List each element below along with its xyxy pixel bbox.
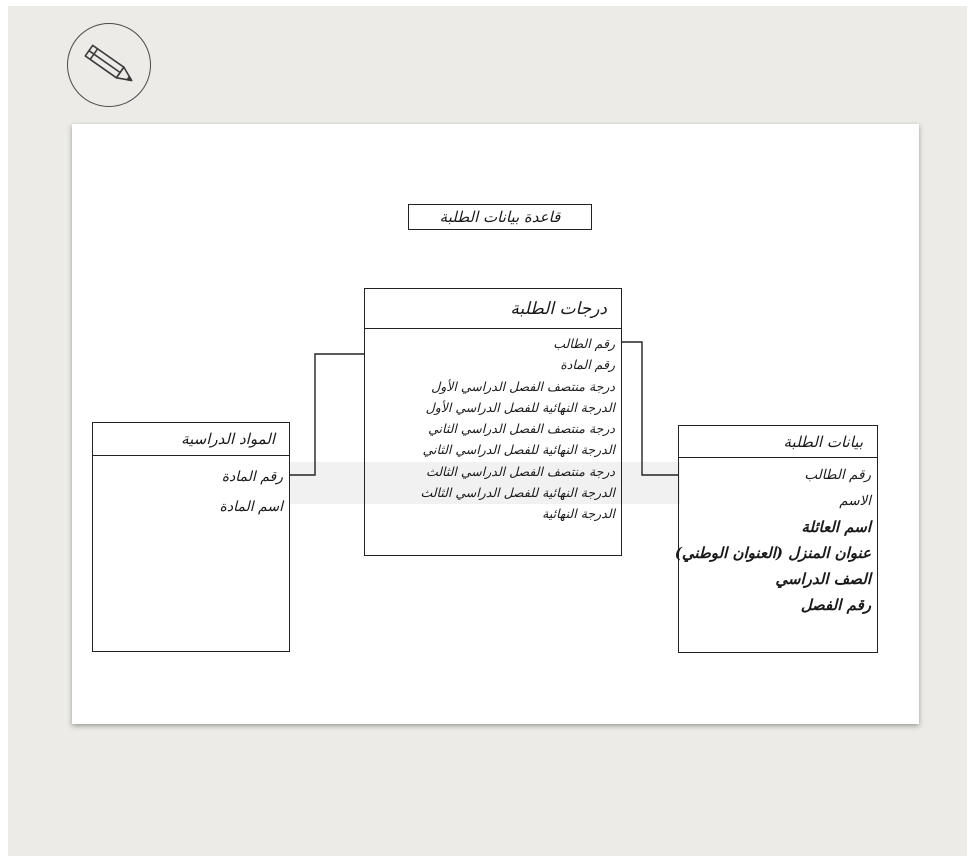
- entity-students-name: بيانات الطلبة: [679, 426, 877, 458]
- grades-field: درجة منتصف الفصل الدراسي الثالث: [425, 463, 615, 479]
- entity-subjects: [92, 422, 290, 652]
- diagram-title: قاعدة بيانات الطلبة: [408, 204, 592, 230]
- entity-grades: [364, 288, 622, 556]
- grades-field: الدرجة النهائية للفصل الدراسي الثالث: [420, 485, 615, 501]
- grades-field: درجة منتصف الفصل الدراسي الأول: [431, 378, 615, 394]
- entity-subjects-name: المواد الدراسية: [93, 423, 289, 456]
- grades-field: رقم المادة: [560, 357, 615, 373]
- students-field: الاسم: [839, 493, 871, 509]
- students-field: رقم الطالب: [804, 467, 871, 483]
- diagram-sheet: [72, 124, 919, 724]
- entity-grades-name: درجات الطلبة: [365, 289, 621, 329]
- grades-field: رقم الطالب: [553, 336, 615, 351]
- subjects-field: رقم المادة: [221, 469, 283, 485]
- grades-field: درجة منتصف الفصل الدراسي الثاني: [428, 421, 615, 437]
- grades-field: الدرجة النهائية للفصل الدراسي الأول: [425, 399, 615, 415]
- pencil-icon: [67, 23, 151, 107]
- connector-subjects-grades: [290, 354, 364, 475]
- figure-frame: [8, 6, 967, 856]
- entity-students: [674, 425, 878, 653]
- connector-students-grades: [622, 342, 678, 475]
- students-field: الصف الدراسي: [775, 570, 871, 588]
- grades-field: الدرجة النهائية: [542, 506, 615, 522]
- grades-field: الدرجة النهائية للفصل الدراسي الثاني: [422, 442, 615, 458]
- students-field: عنوان المنزل (العنوان الوطني): [674, 544, 871, 562]
- students-field: رقم الفصل: [800, 596, 871, 614]
- subjects-field: اسم المادة: [219, 499, 283, 515]
- students-field: اسم العائلة: [801, 518, 871, 536]
